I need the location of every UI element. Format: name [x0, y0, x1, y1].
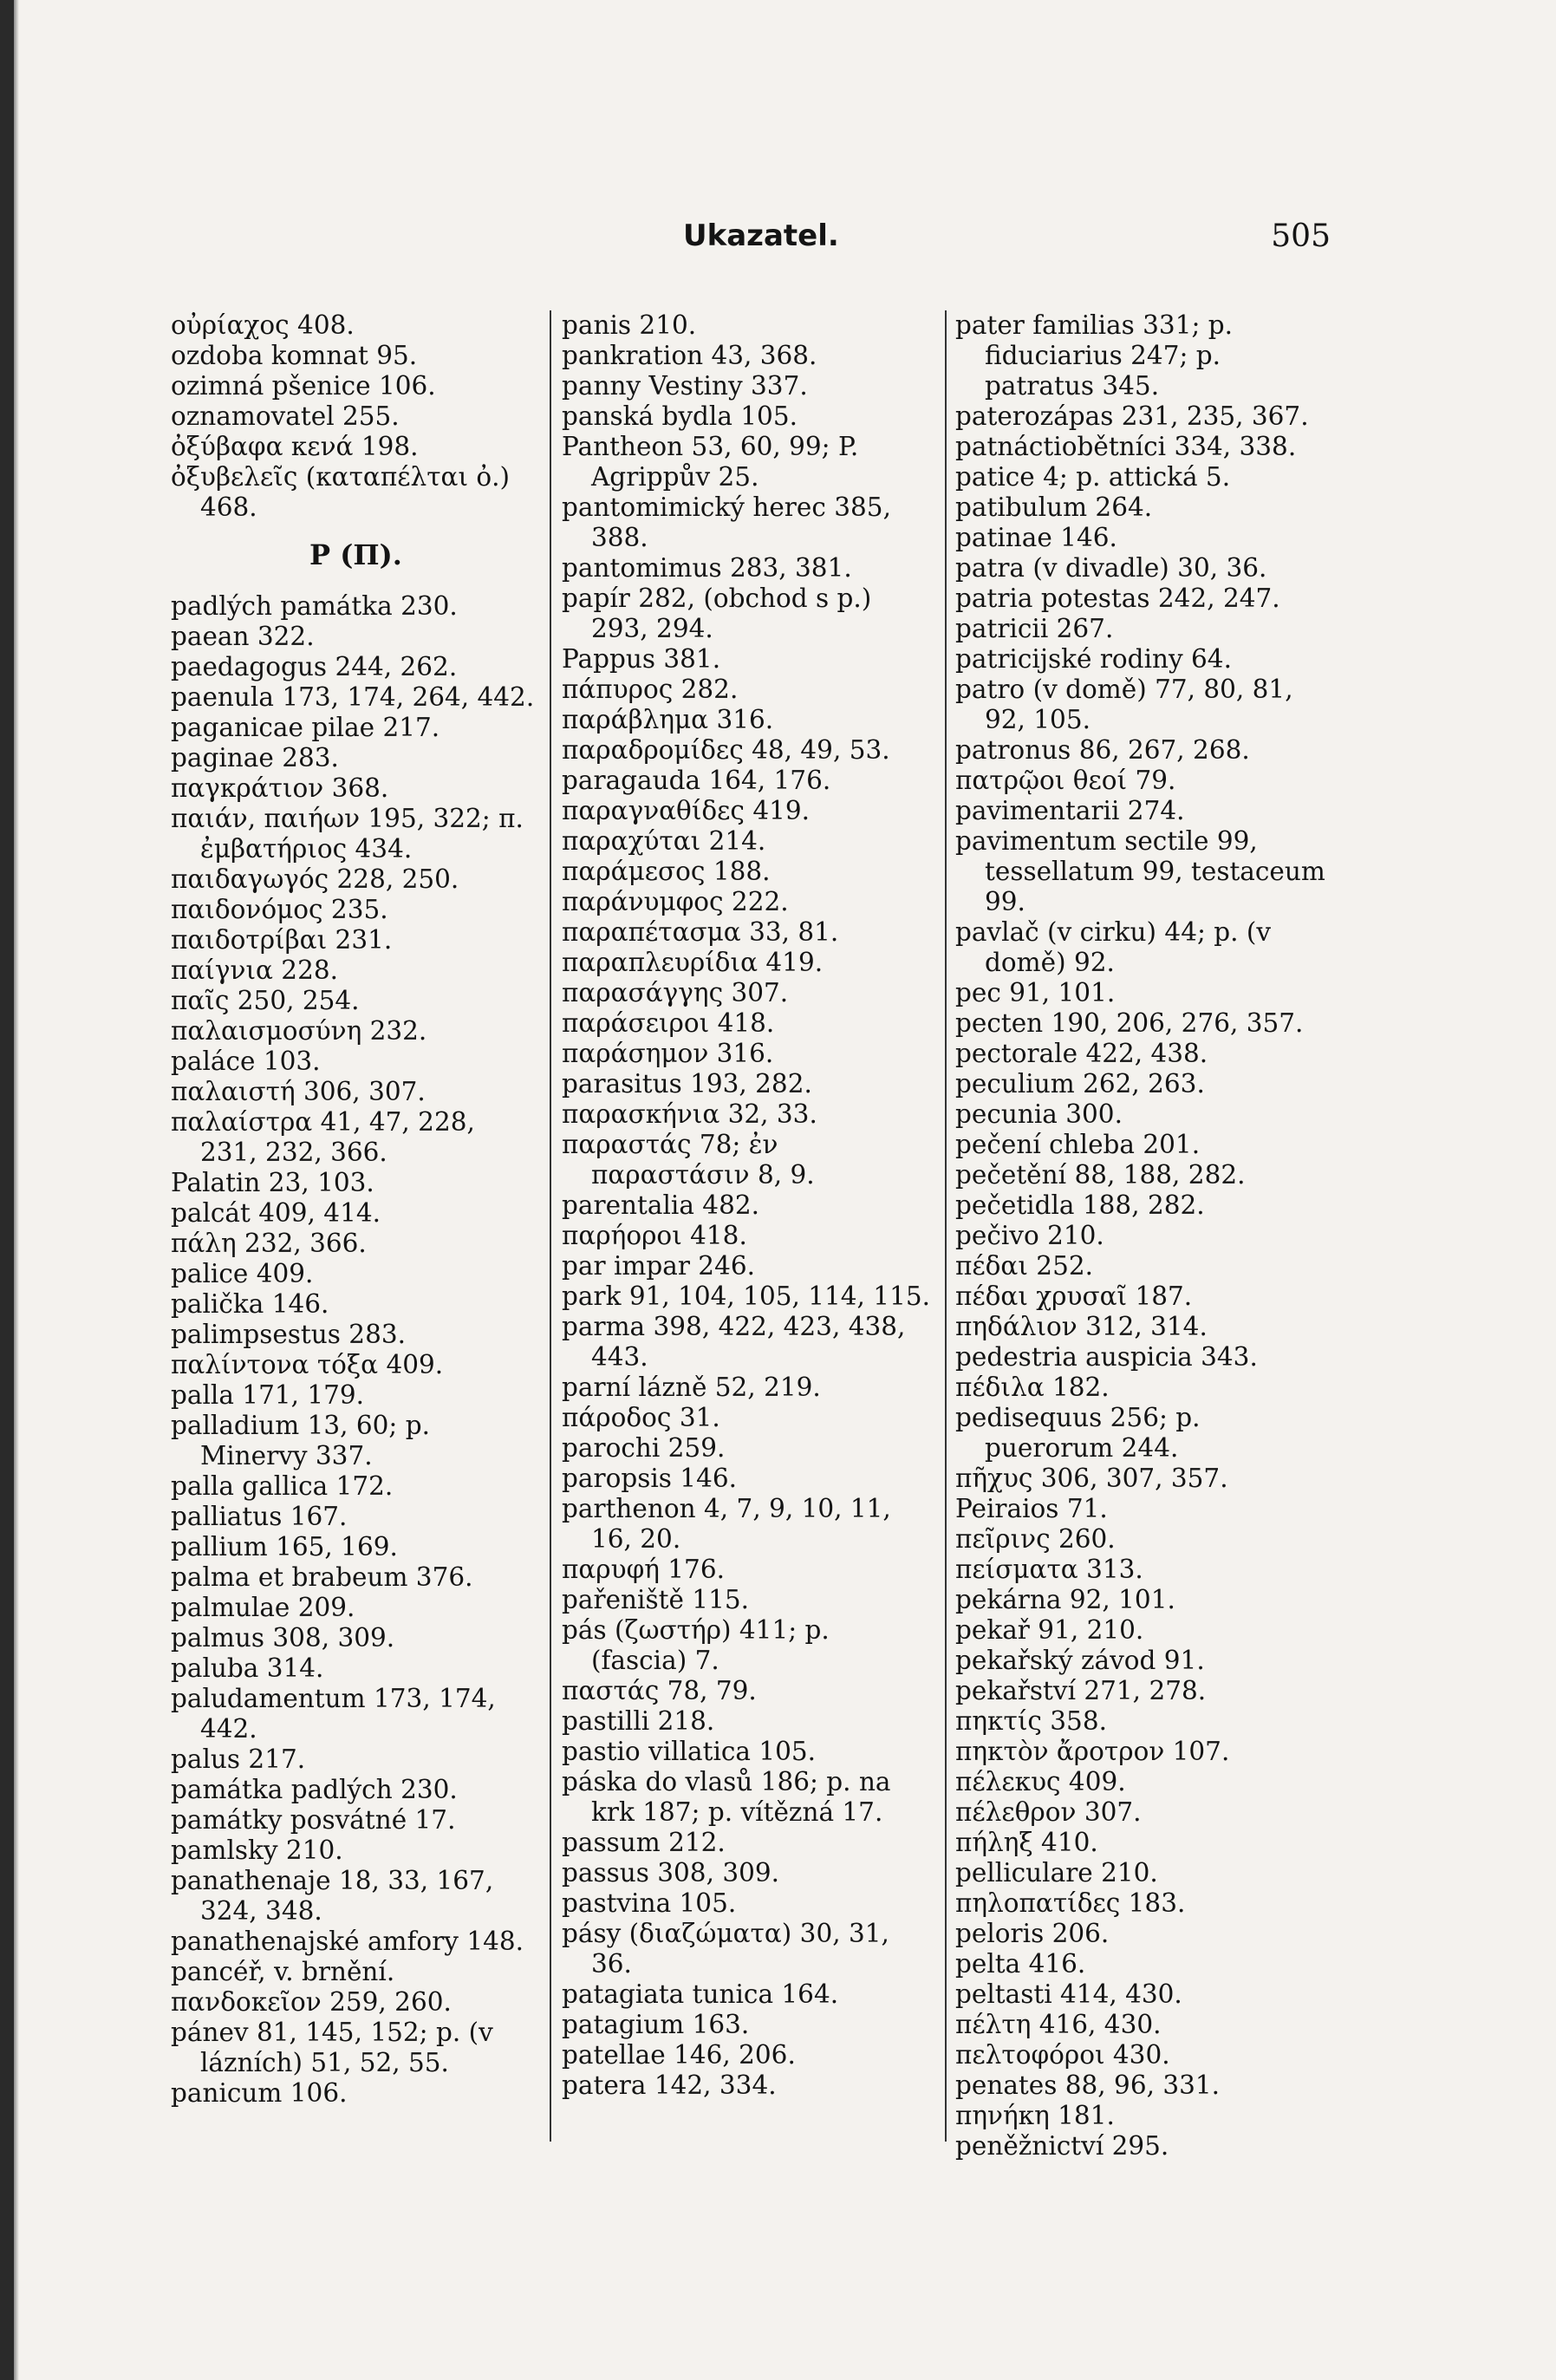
index-entry: parma 398, 422, 423, 438, 443.: [562, 1312, 906, 1372]
index-entry: pečivo 210.: [955, 1221, 1104, 1250]
index-entry: pavimentarii 274.: [955, 796, 1185, 825]
index-entry: palmus 308, 309.: [171, 1623, 395, 1653]
index-column-3: [955, 310, 1337, 2161]
index-entry: πέδαι χρυσαῖ 187.: [955, 1281, 1193, 1311]
index-entry: παράμεσος 188.: [562, 857, 771, 886]
index-entry: παιάν, παιήων 195, 322; π. ἐμβατήριος 434.: [171, 804, 524, 864]
index-entry: parochi 259.: [562, 1433, 726, 1463]
index-entry: patagium 163.: [562, 2010, 750, 2039]
index-entry: οὐρίαχος 408.: [171, 310, 355, 340]
index-entry: pastio villatica 105.: [562, 1737, 817, 1766]
index-entry: parní lázně 52, 219.: [562, 1373, 821, 1402]
index-entry: πείσματα 313.: [955, 1555, 1143, 1584]
index-entry: palice 409.: [171, 1259, 314, 1288]
index-entry: παλαίστρα 41, 47, 228, 231, 232, 366.: [171, 1107, 475, 1167]
index-entry: padlých památka 230.: [171, 591, 458, 621]
index-entry: pecunia 300.: [955, 1099, 1123, 1129]
index-entry: πηκτὸν ἄροτρον 107.: [955, 1737, 1230, 1766]
index-entry: ὀξυβελεῖς (καταπέλται ὀ.) 468.: [171, 462, 511, 522]
index-entry: pastvina 105.: [562, 1888, 737, 1918]
index-entry: παγκράτιον 368.: [171, 773, 389, 803]
index-entry: palla 171, 179.: [171, 1380, 365, 1410]
index-entry: peltasti 414, 430.: [955, 1979, 1182, 2009]
index-entry: pecten 190, 206, 276, 357.: [955, 1008, 1304, 1038]
index-entry: patro (v domě) 77, 80, 81, 92, 105.: [955, 675, 1293, 734]
index-entry: papír 282, (obchod s p.) 293, 294.: [562, 584, 872, 643]
index-entry: paganicae pilae 217.: [171, 713, 440, 742]
page-number: 505: [1271, 218, 1331, 254]
index-entry: πηκτίς 358.: [955, 1706, 1107, 1736]
index-entry: patricijské rodiny 64.: [955, 644, 1232, 674]
index-entry: Pantheon 53, 60, 99; P. Agrippův 25.: [562, 432, 859, 492]
index-entry: παρυφή 176.: [562, 1555, 725, 1584]
index-entry: pectorale 422, 438.: [955, 1039, 1208, 1068]
index-entry: pater familias 331; p. fiduciarius 247; p. patratus 345.: [955, 310, 1234, 401]
index-entry: pelta 416.: [955, 1949, 1086, 1979]
index-entry: Peiraios 71.: [955, 1494, 1108, 1523]
index-entry: pečetidla 188, 282.: [955, 1190, 1205, 1220]
index-entry: Palatin 23, 103.: [171, 1168, 374, 1197]
index-entry: patera 142, 334.: [562, 2070, 777, 2100]
index-entry: peněžnictví 295.: [955, 2131, 1169, 2161]
index-entry: pás (ζωστήρ) 411; p. (fascia) 7.: [562, 1615, 830, 1675]
index-entry: pečení chleba 201.: [955, 1130, 1201, 1159]
index-entry: πέλτη 416, 430.: [955, 2010, 1162, 2039]
index-entry: paludamentum 173, 174, 442.: [171, 1684, 496, 1744]
index-entry: patinae 146.: [955, 523, 1117, 552]
index-entry: paedagogus 244, 262.: [171, 652, 458, 681]
index-entry: παίγνια 228.: [171, 955, 338, 985]
index-entry: passus 308, 309.: [562, 1858, 780, 1888]
index-entry: πῆχυς 306, 307, 357.: [955, 1464, 1228, 1493]
page-header: [169, 218, 1331, 262]
index-entry: paenula 173, 174, 264, 442.: [171, 682, 535, 712]
index-entry: palimpsestus 283.: [171, 1320, 406, 1349]
index-column-1: [171, 310, 539, 2157]
index-entry: peloris 206.: [955, 1919, 1110, 1948]
index-entry: παλαισμοσύνη 232.: [171, 1016, 427, 1046]
index-entry: paginae 283.: [171, 743, 339, 773]
index-entry: παιδονόμος 235.: [171, 895, 388, 924]
index-entry: pánev 81, 145, 152; p. (v lázních) 51, 52, 55.: [171, 2018, 493, 2077]
index-entry: pekařský závod 91.: [955, 1646, 1205, 1675]
index-entry: ozimná pšenice 106.: [171, 371, 436, 401]
index-entry: παραστάς 78; ἐν παραστάσιν 8, 9.: [562, 1130, 815, 1190]
column-divider-1: [550, 310, 551, 2142]
index-entry: parthenon 4, 7, 9, 10, 11, 16, 20.: [562, 1494, 891, 1554]
index-entry: patellae 146, 206.: [562, 2040, 796, 2070]
index-entry: paragauda 164, 176.: [562, 766, 831, 795]
index-entry: palmulae 209.: [171, 1593, 355, 1622]
index-entry: πάροδος 31.: [562, 1403, 720, 1432]
index-entry: penates 88, 96, 331.: [955, 2070, 1221, 2100]
index-entry: patnáctiobětníci 334, 338.: [955, 432, 1297, 461]
index-entry: πατρῷοι θεοί 79.: [955, 766, 1176, 795]
index-entry: paluba 314.: [171, 1653, 324, 1683]
index-entry: palcát 409, 414.: [171, 1198, 381, 1228]
index-entry: παράνυμφος 222.: [562, 887, 789, 916]
index-entry: panathenaje 18, 33, 167, 324, 348.: [171, 1866, 494, 1926]
index-entry: patibulum 264.: [955, 492, 1153, 522]
index-entry: pedisequus 256; p. puerorum 244.: [955, 1403, 1201, 1463]
index-entry: palla gallica 172.: [171, 1471, 394, 1501]
index-entry: passum 212.: [562, 1828, 726, 1857]
index-entry: paterozápas 231, 235, 367.: [955, 401, 1309, 431]
index-entry: ozdoba komnat 95.: [171, 341, 418, 370]
index-entry: pásy (διαζώματα) 30, 31, 36.: [562, 1919, 889, 1979]
index-entry: πάλη 232, 366.: [171, 1229, 367, 1258]
index-entry: památka padlých 230.: [171, 1775, 458, 1804]
index-entry: páska do vlasů 186; p. na krk 187; p. vítězná 17.: [562, 1767, 891, 1827]
index-entry: palladium 13, 60; p. Minervy 337.: [171, 1411, 431, 1470]
index-entry: πηδάλιον 312, 314.: [955, 1312, 1208, 1341]
index-entry: pallium 165, 169.: [171, 1532, 398, 1562]
index-entry: pec 91, 101.: [955, 978, 1116, 1007]
index-entry: peculium 262, 263.: [955, 1069, 1205, 1099]
index-entry: pastilli 218.: [562, 1706, 715, 1736]
index-entry: παραπέτασμα 33, 81.: [562, 917, 839, 947]
section-heading: P (Π).: [309, 538, 402, 571]
index-entry: patagiata tunica 164.: [562, 1979, 839, 2009]
index-entry: παραγναθίδες 419.: [562, 796, 811, 825]
index-entry: πανδοκεῖον 259, 260.: [171, 1987, 452, 2017]
index-entry: παιδαγωγός 228, 250.: [171, 864, 459, 894]
index-entry: pedestria auspicia 343.: [955, 1342, 1258, 1372]
column-divider-2: [945, 310, 947, 2142]
index-entry: palliatus 167.: [171, 1502, 348, 1531]
index-entry: παιδοτρίβαι 231.: [171, 925, 393, 955]
index-entry: παρασκήνια 32, 33.: [562, 1099, 817, 1129]
index-entry: pekařství 271, 278.: [955, 1676, 1207, 1705]
index-entry: Pappus 381.: [562, 644, 721, 674]
index-entry: παραδρομίδες 48, 49, 53.: [562, 735, 890, 765]
index-entry: patra (v divadle) 30, 36.: [955, 553, 1267, 583]
index-entry: panis 210.: [562, 310, 697, 340]
index-entry: pantomimický herec 385, 388.: [562, 492, 891, 552]
index-entry: πήληξ 410.: [955, 1828, 1098, 1857]
index-entry: paean 322.: [171, 622, 315, 651]
index-entry: patice 4; p. attická 5.: [955, 462, 1231, 492]
index-entry: ὀξύβαφα κενά 198.: [171, 432, 419, 461]
index-entry: πέλεκυς 409.: [955, 1767, 1126, 1796]
index-entry: pancéř, v. brnění.: [171, 1957, 395, 1986]
index-entry: patria potestas 242, 247.: [955, 584, 1280, 613]
running-title: Ukazatel.: [683, 218, 839, 253]
index-entry: πέδαι 252.: [955, 1251, 1093, 1281]
index-entry: παλίντονα τόξα 409.: [171, 1350, 444, 1379]
index-entry: pavimentum sectile 99, tessellatum 99, testaceum 99.: [955, 826, 1325, 916]
index-entry: pantomimus 283, 381.: [562, 553, 852, 583]
index-entry: παράσημον 316.: [562, 1039, 774, 1068]
index-entry: panathenajské amfory 148.: [171, 1927, 524, 1956]
index-entry: pelliculare 210.: [955, 1858, 1158, 1888]
index-entry: parentalia 482.: [562, 1190, 759, 1220]
index-entry: πέδιλα 182.: [955, 1373, 1110, 1402]
binding-edge-gradient: [14, 0, 19, 2380]
index-entry: památky posvátné 17.: [171, 1805, 456, 1835]
index-entry: πηνήκη 181.: [955, 2101, 1115, 2130]
index-entry: pamlsky 210.: [171, 1836, 343, 1865]
index-entry: pavlač (v cirku) 44; p. (v domě) 92.: [955, 917, 1272, 977]
index-entry: παρασάγγης 307.: [562, 978, 789, 1007]
index-entry: παστάς 78, 79.: [562, 1676, 757, 1705]
index-entry: πεῖρινς 260.: [955, 1524, 1116, 1554]
index-entry: παρήοροι 418.: [562, 1221, 747, 1250]
index-entry: παράβλημα 316.: [562, 705, 774, 734]
index-entry: pekař 91, 210.: [955, 1615, 1144, 1645]
index-entry: park 91, 104, 105, 114, 115.: [562, 1281, 930, 1311]
index-entry: παῖς 250, 254.: [171, 986, 360, 1015]
index-entry: παραχύται 214.: [562, 826, 766, 856]
index-entry: palička 146.: [171, 1289, 329, 1319]
book-binding-shadow: [0, 0, 14, 2380]
index-entry: patronus 86, 267, 268.: [955, 735, 1250, 765]
index-entry: πελτοφόροι 430.: [955, 2040, 1170, 2070]
index-entry: parasitus 193, 282.: [562, 1069, 812, 1099]
index-entry: palma et brabeum 376.: [171, 1562, 473, 1592]
index-entry: paropsis 146.: [562, 1464, 737, 1493]
index-entry: paláce 103.: [171, 1047, 321, 1076]
index-entry: παραπλευρίδια 419.: [562, 948, 824, 977]
index-entry: παλαιστή 306, 307.: [171, 1077, 426, 1106]
index-column-2: [562, 310, 930, 2157]
index-entry: πηλοπατίδες 183.: [955, 1888, 1186, 1918]
index-entry: panská bydla 105.: [562, 401, 798, 431]
index-entry: πέλεθρον 307.: [955, 1797, 1142, 1827]
index-entry: par impar 246.: [562, 1251, 755, 1281]
index-entry: pekárna 92, 101.: [955, 1585, 1175, 1614]
index-entry: patricii 267.: [955, 614, 1114, 643]
index-entry: πάπυρος 282.: [562, 675, 739, 704]
index-entry: pečetění 88, 188, 282.: [955, 1160, 1246, 1190]
index-entry: panny Vestiny 337.: [562, 371, 808, 401]
index-entry: παράσειροι 418.: [562, 1008, 775, 1038]
index-entry: oznamovatel 255.: [171, 401, 400, 431]
index-entry: palus 217.: [171, 1744, 306, 1774]
index-entry: pařeniště 115.: [562, 1585, 749, 1614]
index-entry: pankration 43, 368.: [562, 341, 817, 370]
index-entry: panicum 106.: [171, 2078, 348, 2108]
